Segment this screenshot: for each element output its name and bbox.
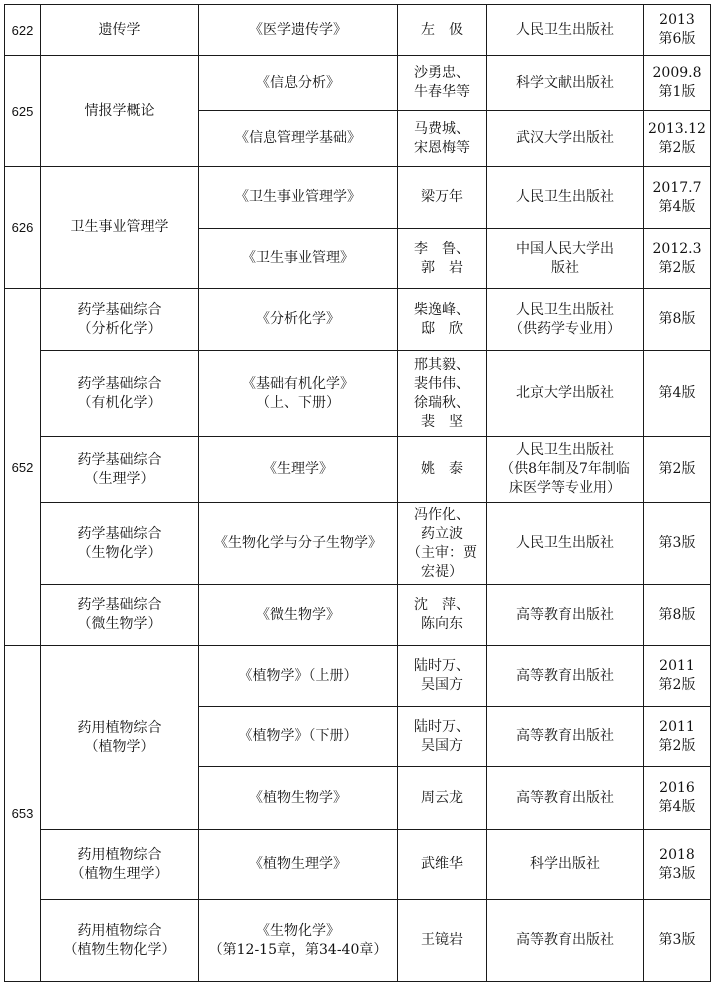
subject-name: 药用植物综合 （植物学） (41, 646, 199, 830)
book-title: 《植物生物学》 (199, 767, 398, 830)
book-publisher: 高等教育出版社 (487, 585, 644, 646)
subject-name: 药学基础综合 （微生物学） (41, 585, 199, 646)
book-edition: 2016 第4版 (644, 767, 711, 830)
book-publisher: 人民卫生出版社 (487, 5, 644, 56)
table-row (5, 646, 711, 707)
book-author: 周云龙 (398, 767, 487, 830)
book-title: 《卫生事业管理》 (199, 229, 398, 289)
subject-name: 遗传学 (41, 5, 199, 56)
table-row (5, 585, 711, 646)
book-edition: 2011 第2版 (644, 646, 711, 707)
book-title: 《卫生事业管理学》 (199, 167, 398, 229)
book-publisher: 高等教育出版社 (487, 900, 644, 982)
table-row (5, 437, 711, 503)
book-edition: 2013 第6版 (644, 5, 711, 56)
book-edition: 第2版 (644, 437, 711, 503)
book-author: 沈 萍、 陈向东 (398, 585, 487, 646)
book-edition: 2009.8 第1版 (644, 56, 711, 111)
book-title: 《分析化学》 (199, 289, 398, 351)
table-row (5, 167, 711, 229)
book-publisher: 高等教育出版社 (487, 646, 644, 707)
book-title: 《基础有机化学》 （上、下册） (199, 351, 398, 437)
book-edition: 第3版 (644, 503, 711, 585)
subject-code: 653 (5, 646, 41, 982)
book-author: 王镜岩 (398, 900, 487, 982)
book-author: 陆时万、 吴国方 (398, 707, 487, 767)
book-author: 沙勇忠、 牛春华等 (398, 56, 487, 111)
table-row (5, 289, 711, 351)
book-edition: 2017.7 第4版 (644, 167, 711, 229)
subject-code: 626 (5, 167, 41, 289)
book-title: 《医学遗传学》 (199, 5, 398, 56)
book-publisher: 中国人民大学出 版社 (487, 229, 644, 289)
book-publisher: 人民卫生出版社 (487, 503, 644, 585)
book-author: 冯作化、 药立波 （主审：贾 宏禔） (398, 503, 487, 585)
table-row (5, 56, 711, 111)
book-publisher: 高等教育出版社 (487, 707, 644, 767)
book-author: 李 鲁、 郭 岩 (398, 229, 487, 289)
table-row (5, 900, 711, 982)
book-author: 梁万年 (398, 167, 487, 229)
book-publisher: 人民卫生出版社 （供药学专业用） (487, 289, 644, 351)
book-publisher: 科学出版社 (487, 830, 644, 900)
subject-name: 卫生事业管理学 (41, 167, 199, 289)
subject-name: 药学基础综合 （生理学） (41, 437, 199, 503)
book-edition: 第8版 (644, 289, 711, 351)
book-edition: 第8版 (644, 585, 711, 646)
book-edition: 第4版 (644, 351, 711, 437)
subject-code: 625 (5, 56, 41, 167)
book-title: 《信息管理学基础》 (199, 111, 398, 167)
table-row (5, 503, 711, 585)
subject-name: 药用植物综合 （植物生理学） (41, 830, 199, 900)
book-publisher: 北京大学出版社 (487, 351, 644, 437)
book-title: 《微生物学》 (199, 585, 398, 646)
book-publisher: 人民卫生出版社 (487, 167, 644, 229)
book-edition: 2012.3 第2版 (644, 229, 711, 289)
table-row (5, 5, 711, 56)
subject-name: 药学基础综合 （分析化学） (41, 289, 199, 351)
subject-name: 药学基础综合 （有机化学） (41, 351, 199, 437)
book-edition: 第3版 (644, 900, 711, 982)
subject-code: 622 (5, 5, 41, 56)
book-edition: 2011 第2版 (644, 707, 711, 767)
book-publisher: 高等教育出版社 (487, 767, 644, 830)
book-title: 《植物学》（下册） (199, 707, 398, 767)
subject-name: 情报学概论 (41, 56, 199, 167)
table-row (5, 830, 711, 900)
book-edition: 2013.12 第2版 (644, 111, 711, 167)
book-title: 《生理学》 (199, 437, 398, 503)
table-row (5, 351, 711, 437)
book-author: 柴逸峰、 邸 欣 (398, 289, 487, 351)
book-author: 姚 泰 (398, 437, 487, 503)
book-title: 《生物化学》 （第12-15章，第34-40章） (199, 900, 398, 982)
book-author: 马费城、 宋恩梅等 (398, 111, 487, 167)
book-author: 陆时万、 吴国方 (398, 646, 487, 707)
reference-books-table (4, 4, 711, 982)
book-author: 武维华 (398, 830, 487, 900)
book-author: 邢其毅、 裴伟伟、 徐瑞秋、 裴 坚 (398, 351, 487, 437)
subject-code: 652 (5, 289, 41, 646)
book-publisher: 人民卫生出版社 （供8年制及7年制临 床医学等专业用） (487, 437, 644, 503)
book-publisher: 科学文献出版社 (487, 56, 644, 111)
book-publisher: 武汉大学出版社 (487, 111, 644, 167)
subject-name: 药用植物综合 （植物生物化学） (41, 900, 199, 982)
book-edition: 2018 第3版 (644, 830, 711, 900)
book-title: 《植物生理学》 (199, 830, 398, 900)
book-author: 左 伋 (398, 5, 487, 56)
book-title: 《生物化学与分子生物学》 (199, 503, 398, 585)
subject-name: 药学基础综合 （生物化学） (41, 503, 199, 585)
book-title: 《信息分析》 (199, 56, 398, 111)
book-title: 《植物学》（上册） (199, 646, 398, 707)
